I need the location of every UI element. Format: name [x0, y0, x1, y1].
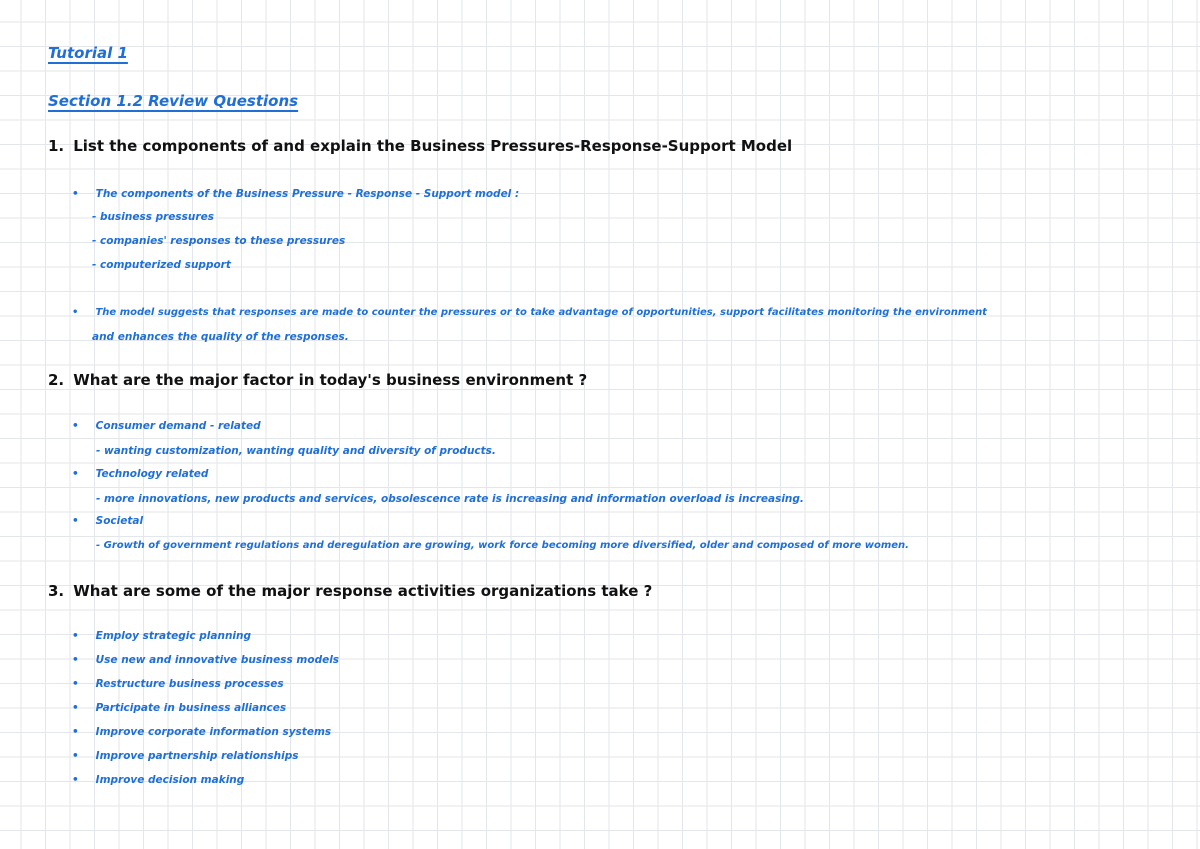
q2-factor-detail: - more innovations, new products and services, obsolescence rate is increasing and information overload is increasing. [96, 493, 804, 505]
q3-activity-item [72, 726, 331, 738]
activity-text: Employ strategic planning [95, 630, 252, 642]
q3-activity-item [72, 630, 251, 642]
q1-bullet-model-continued: and enhances the quality of the responses. [92, 331, 349, 343]
question-2 [48, 371, 587, 389]
question-text: What are some of the major response activities organizations take ? [73, 582, 653, 600]
question-number: 2. [48, 371, 65, 389]
activity-text: Improve partnership relationships [95, 750, 299, 762]
q2-factor-detail: - Growth of government regulations and deregulation are growing, work force becoming more diversified, older and composed of more women. [96, 540, 909, 551]
bullet-icon: • [72, 468, 79, 480]
bullet-icon: • [72, 654, 79, 666]
q1-sub-item: - business pressures [92, 211, 214, 223]
question-number: 1. [48, 137, 65, 155]
activity-text: Improve corporate information systems [95, 726, 332, 738]
q3-activity-item [72, 702, 286, 714]
bullet-icon: • [72, 750, 79, 762]
question-text: What are the major factor in today's business environment ? [73, 371, 588, 389]
q2-factor-item [72, 468, 208, 480]
bullet-icon: • [72, 420, 79, 432]
q1-bullet-model [72, 307, 987, 318]
question-3 [48, 582, 652, 600]
factor-label: Societal [95, 515, 144, 527]
q1-sub-item: - companies' responses to these pressures [92, 235, 346, 247]
q1-bullet-components [72, 188, 519, 200]
q2-factor-item [72, 515, 143, 527]
q2-factor-detail: - wanting customization, wanting quality and diversity of products. [96, 445, 496, 457]
factor-label: Technology related [95, 468, 209, 480]
q1-sub-item: - computerized support [92, 259, 231, 271]
tutorial-title: Tutorial 1 [48, 44, 128, 62]
q3-activity-item [72, 774, 244, 786]
factor-label: Consumer demand - related [95, 420, 261, 432]
q3-activity-item [72, 678, 284, 690]
bullet-icon: • [72, 774, 79, 786]
bullet-icon: • [72, 678, 79, 690]
bullet-icon: • [72, 307, 79, 318]
activity-text: Participate in business alliances [95, 702, 287, 714]
bullet-icon: • [72, 515, 79, 527]
activity-text: Improve decision making [95, 774, 245, 786]
q2-factor-item [72, 420, 261, 432]
question-1 [48, 137, 792, 155]
q3-activity-item [72, 750, 298, 762]
bullet-icon: • [72, 702, 79, 714]
section-title: Section 1.2 Review Questions [48, 92, 299, 110]
question-text: List the components of and explain the Business Pressures-Response-Support Model [73, 137, 793, 155]
activity-text: Restructure business processes [95, 678, 284, 690]
bullet-icon: • [72, 726, 79, 738]
bullet-icon: • [72, 188, 79, 200]
bullet-text: The components of the Business Pressure - Response - Support model : [95, 188, 520, 200]
q3-activity-item [72, 654, 339, 666]
question-number: 3. [48, 582, 65, 600]
activity-text: Use new and innovative business models [95, 654, 340, 666]
bullet-text: The model suggests that responses are made to counter the pressures or to take advantage of opportunities, support facilitates monitoring the environment [95, 307, 987, 318]
bullet-icon: • [72, 630, 79, 642]
